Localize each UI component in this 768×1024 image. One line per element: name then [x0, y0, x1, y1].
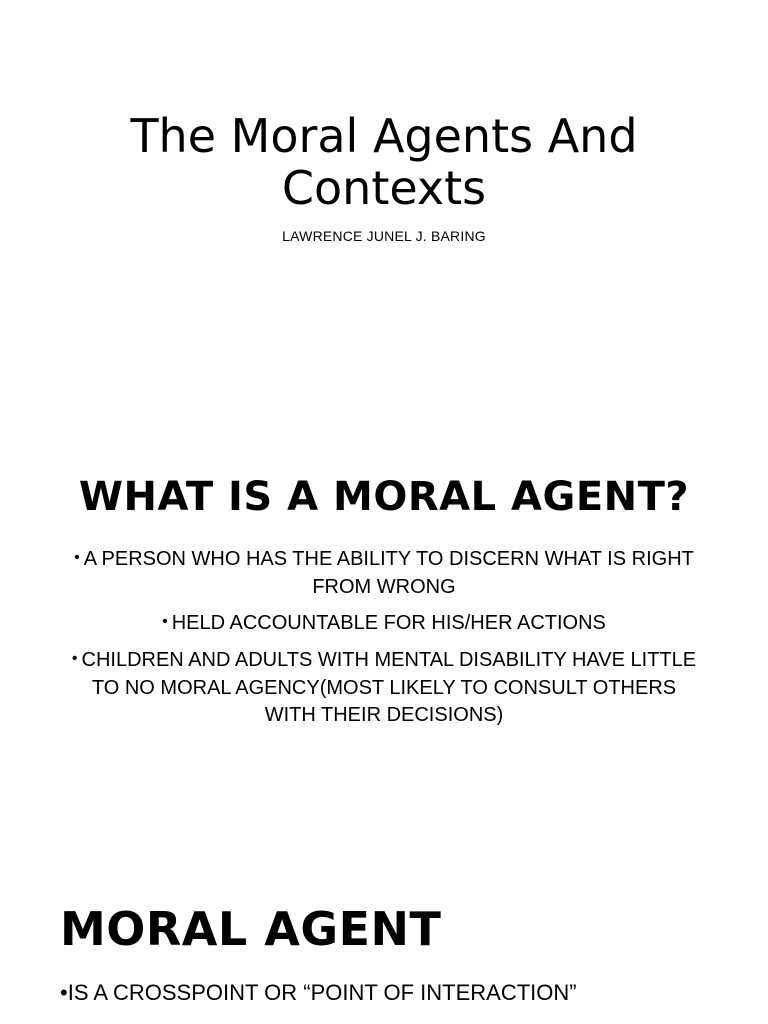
bullet-list	[60, 978, 768, 1008]
bullet-text: HELD ACCOUNTABLE FOR HIS/HER ACTIONS	[171, 612, 606, 634]
what-is-moral-agent-slide	[0, 470, 768, 738]
bullet-text: A PERSON WHO HAS THE ABILITY TO DISCERN WHAT IS RIGHT FROM WRONG	[83, 548, 694, 598]
moral-agent-slide	[0, 898, 768, 1008]
bullet-icon: •	[71, 650, 78, 667]
slide-heading: MORAL AGENT	[60, 902, 442, 956]
list-item	[64, 647, 704, 729]
presentation-author: LAWRENCE JUNEL J. BARING	[282, 228, 486, 244]
slide-heading: WHAT IS A MORAL AGENT?	[78, 474, 690, 520]
bullet-icon: •	[162, 613, 168, 630]
bullet-icon: •	[60, 980, 68, 1005]
bullet-icon: •	[74, 549, 80, 566]
title-slide	[0, 110, 768, 244]
list-item	[60, 978, 768, 1008]
bullet-text: CHILDREN AND ADULTS WITH MENTAL DISABILITY HAVE LITTLE TO NO MORAL AGENCY(MOST LIKELY TO CONSULT OTHERS WITH THEIR DECISIONS)	[81, 649, 697, 726]
bullet-list	[64, 546, 704, 729]
presentation-title: The Moral Agents And Contexts	[130, 109, 638, 215]
bullet-text: IS A CROSSPOINT OR “POINT OF INTERACTION”	[67, 980, 577, 1005]
list-item	[64, 610, 704, 638]
list-item	[64, 546, 704, 601]
